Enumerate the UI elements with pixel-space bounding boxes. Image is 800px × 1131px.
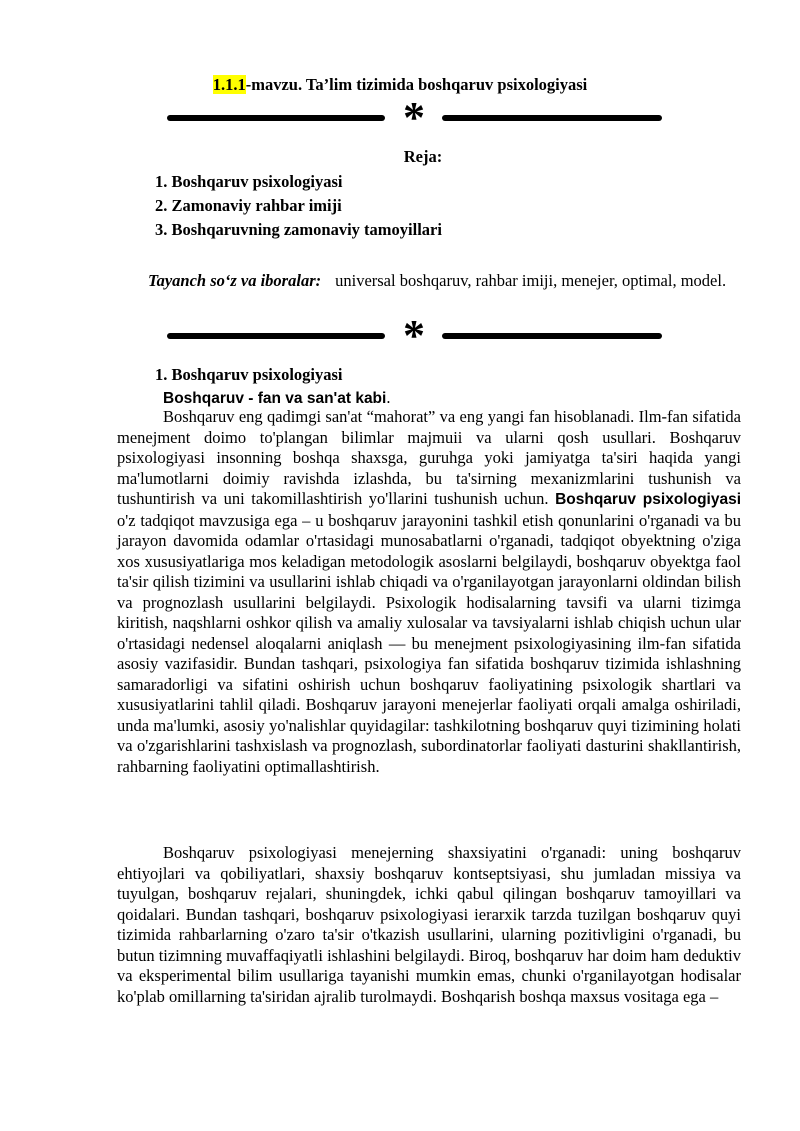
section-heading: 1. Boshqaruv psixologiyasi xyxy=(155,365,343,384)
divider-bar-right xyxy=(442,333,662,339)
plan-item: 3. Boshqaruvning zamonaviy tamoyillari xyxy=(155,220,442,239)
divider-bar-right xyxy=(442,115,662,121)
ornamental-divider-top xyxy=(167,93,662,142)
divider-bar-left xyxy=(167,333,385,339)
ornamental-divider-middle xyxy=(167,311,662,360)
keywords-label: Tayanch so‘z va iboralar: xyxy=(148,271,322,290)
paragraph-text: Boshqaruv psixologiyasi menejerning shaxsiyatini o'rganadi: uning boshqaruv ehtiyojlari va qobiliyatlari, shaxsiy boshqaruv kontseptsiyasi, shu jumladan missiya va tuyulgan, boshqaruv rejalari, shuningdek, ichki qabul qilingan boshqaruv tamoyillari va qoidalari. Bundan tashqari, boshqaruv psixologiyasi ierarxik tarzda tuzilgan boshqaruv quyi tizimida rahbarlarning o'zaro ta'sir o'tkazish usullarini, ularning pozitivligini o'rganadi, bu butun tizimning muvaffaqiyatli ishlashini belgilaydi. Biroq, boshqaruv har doim ham deduktiv va eksperimental bilim usullariga tayanishi mumkin emas, chunki o'rganilayotgan hodisalar ko'plab omillarning ta'siridan ajralib turolmaydi. Boshqarish boshqa maxsus vositaga ega – xyxy=(117,843,741,1006)
divider-bar-left xyxy=(167,115,385,121)
keywords-paragraph xyxy=(117,269,741,293)
topic-number: 1.1.1 xyxy=(212,75,246,94)
body-paragraph-2 xyxy=(117,843,741,1007)
paragraph-text: Boshqaruv eng qadimgi san'at “mahorat” va eng yangi fan hisoblanadi. Ilm-fan sifatida menejment doimo to'plangan bilimlar majmuii va ularni qosh usullari. Boshqaruv psixologiyasi insonning boshqa shaxsga, guruhga yoki jamiyatga ta'siri haqida yangi ma'lumotlarni doimiy ravishda izlashda, bu ta'sirning mexanizmlarini tushunish va tushuntirish va uni takomillashtirish yo'llarini tushunish uchun. xyxy=(117,407,741,508)
body-paragraph-1 xyxy=(117,407,741,777)
subsection-heading-text: Boshqaruv - fan va san'at kabi xyxy=(163,390,387,407)
plan-heading: Reja: xyxy=(403,147,443,166)
plan-item: 1. Boshqaruv psixologiyasi xyxy=(155,172,343,191)
subsection-heading xyxy=(163,388,390,408)
asterisk-ornament-icon: * xyxy=(403,311,425,360)
bold-term: Boshqaruv psixologiyasi xyxy=(555,491,742,508)
keywords-text: universal boshqaruv, rahbar imiji, menejer, optimal, model. xyxy=(335,271,727,290)
subsection-heading-period: . xyxy=(386,388,391,407)
paragraph-text: o'z tadqiqot mavzusiga ega – u boshqaruv jarayonini tashkil etish qonunlarini o'rganadi va bu jarayon davomida odamlar o'rtasidagi munosabatlarni o'rganadi, tadqiqot obyektning o'ziga xos xususiyatlariga mos keladigan metodologik asoslarni belgilaydi, boshqaruv obyektga faol ta'sir qilish tizimini va usullarini ishlab chiqadi va o'rganilayotgan jarayonlarni oldindan bilish va prognozlash usullarini belgilaydi. Psixologik hodisalarning tavsifi va ularni tizimga kiritish, naqshlarni oshkor qilish va amaliy xulosalar va tavsiyalarni ishlab chiqish uchun ular o'rtasidagi nedensel aloqalarni aniqlash — bu menejment psixologiyasining ilm-fan sifatida asosiy vazifasidir. Bundan tashqari, psixologiya fan sifatida boshqaruv tizimida ishlashning samaradorligi va sifatini oshirish uchun boshqaruv faoliyatining psixologik shartlari va xususiyatlarini tahlil qiladi. Boshqaruv jarayoni menejerlar faoliyati orqali amalga oshiriladi, unda ma'lumki, asosiy yo'nalishlar quyidagilar: tashkilotning boshqaruv quyi tizimining holati va o'zgarishlarini tashxislash va prognozlash, subordinatorlar faoliyati dasturini shakllantirish, rahbarning faoliyatini optimallashtirish. xyxy=(117,510,741,776)
asterisk-ornament-icon: * xyxy=(403,93,425,142)
topic-title-text: -mavzu. Ta’lim tizimida boshqaruv psixologiyasi xyxy=(245,75,588,94)
plan-item: 2. Zamonaviy rahbar imiji xyxy=(155,196,342,215)
topic-title xyxy=(0,75,800,95)
